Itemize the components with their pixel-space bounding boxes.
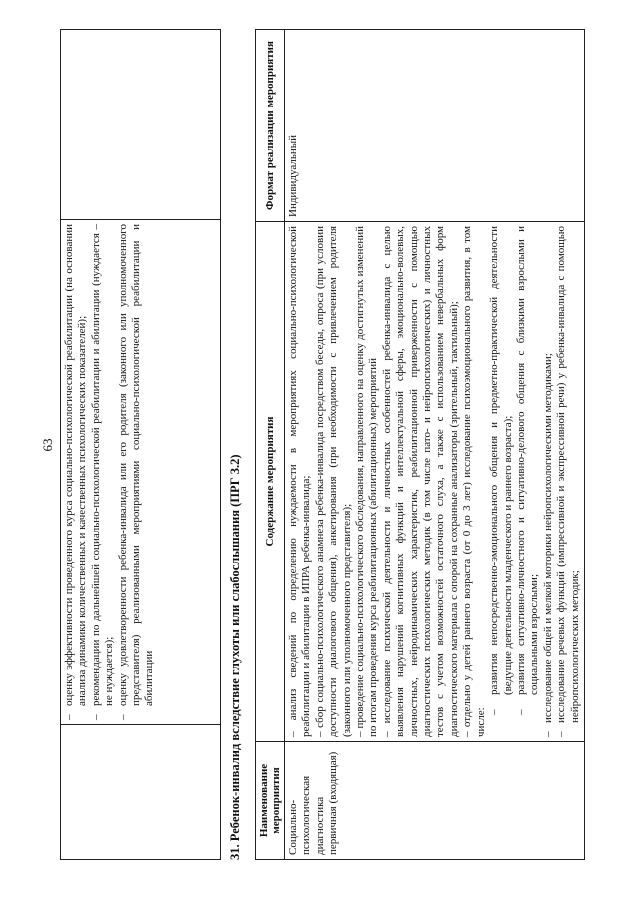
list-item: – оценку эффективности проведенного курса социально-психологической реабилитации (на основании анализа динамики количественных и качественных психологических показателей); [63,224,90,720]
content-line: – сбор социально-психологического анамнеза ребенка-инвалида посредством беседы, опроса (при условии доступности диалогового общения), анкетирования (при необходимости с привлечением родителя (законного или уполномоченного представителя); [313,226,353,737]
name-cell [61,725,221,860]
sub-item: – развития непосредственно-эмоционального общения и предметно-практической деятельности (ведущие деятельности младенческого и раннего возраста); [488,226,515,719]
top-table [60,29,221,860]
list-item: – исследование общей и мелкой моторики нейропсихологическими методиками; [542,226,555,737]
header-content: Содержание мероприятия [256,222,285,742]
rotated-page [40,30,615,860]
format-cell [61,30,221,220]
sub-item: – развития ситуативно-личностного и ситуативно-делового общения с близкими взрослыми и социальными взрослыми; [515,226,542,719]
measures-table [255,29,585,860]
measure-name: Социально-психологическая диагностика первичная (входящая) [285,742,585,860]
content-line: – анализ сведений по определению нуждаемости в мероприятиях социально-психологической реабилитации и абилитации в ИПРА ребенка-инвалида; [287,226,313,737]
list-item: – оценку удовлетворенности ребенка-инвалида или его родителя (законного или уполномоченного представителя) реализованными мероприятиями социально-психологической реабилитации и абилитации [117,224,157,720]
section-title: 31. Ребенок-инвалид вследствие глухоты или слабослышания (ПРГ 3.2) [228,454,242,860]
measure-content [285,222,585,742]
content-line: – проведение социально-психологического обследования, направленного на оценку достигнутых изменений по итогам проведения курса реабилитационных (абилитационных) мероприятий [354,226,380,737]
content-line: – исследование психической деятельности и личностных особенностей ребенка-инвалида с целью выявления нарушений когнитивных функций и интеллектуальной сферы, эмоционально-волевых, личностных, нейродинамических характеристик, реабилитационной приверженности с помощью диагностических психологических методик (в том числе пато- и нейропсихологических) и личностных тестов с учетом возможностей остаточного слуха, а также с использованием невербальных форм диагностического материала с опорой на сохранные анализаторы (зрительный, тактильный); [380,226,460,737]
list-item: – исследование речевых функций (импрессивной и экспрессивной речи) у ребенка-инвалида с помощью нейропсихологических методик; [555,226,582,737]
measure-format: Индивидуальный [285,30,585,222]
header-name: Наименование мероприятия [256,742,285,860]
table-row [285,30,585,860]
header-row [256,30,285,860]
header-format: Формат реализации мероприятия [256,30,285,222]
content-cell [61,220,221,725]
list-item: – рекомендации по дальнейшей социально-психологической реабилитации и абилитации (нуждается – не нуждается); [90,224,117,720]
content-line: – отдельно у детей раннего возраста (от 0 до 3 лет) исследование психоэмоционального развития, в том числе: [461,226,487,737]
table-row [61,30,221,860]
page-number: 63 [40,438,55,452]
